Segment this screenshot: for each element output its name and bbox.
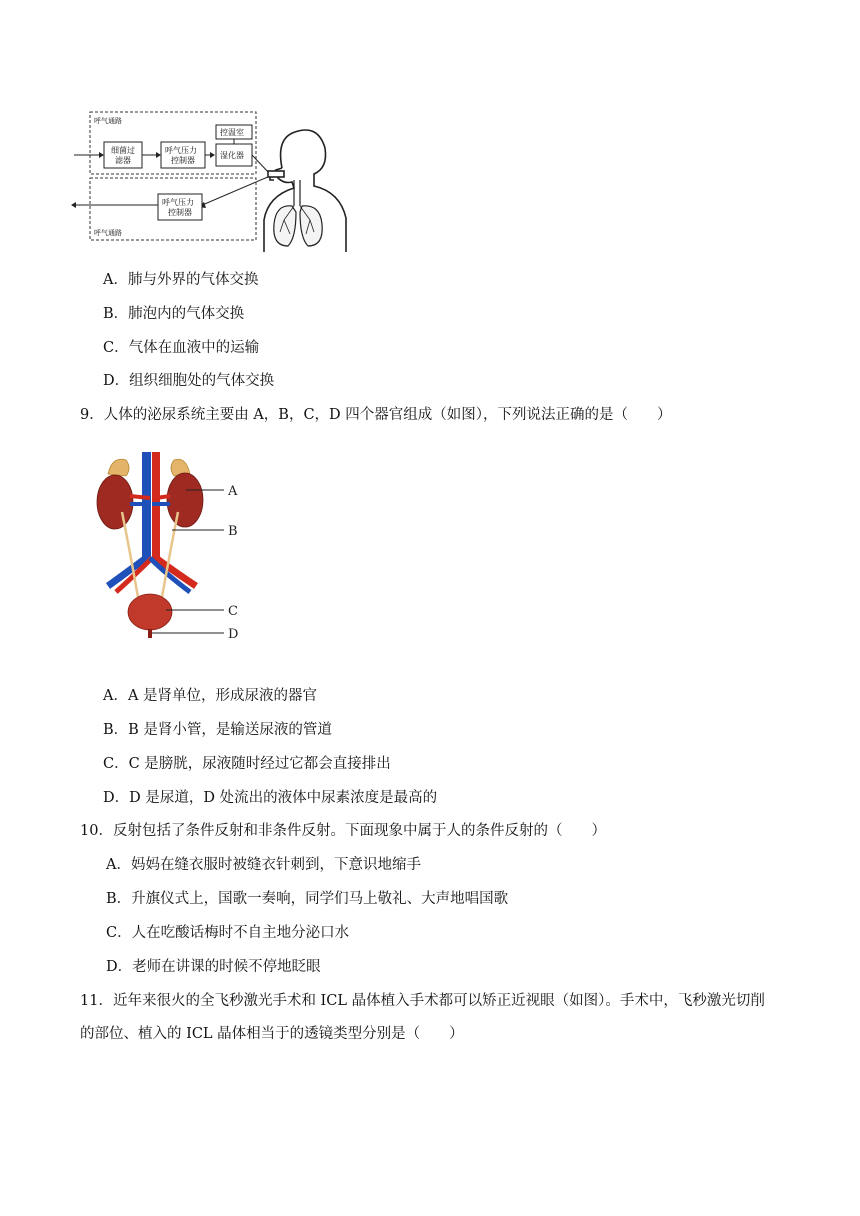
q9-option-a: A．A 是肾单位，形成尿液的器官 (103, 688, 318, 704)
q8-option-d: D．组织细胞处的气体交换 (103, 373, 275, 389)
label-c: C (228, 604, 238, 619)
filter-label-1: 细菌过 (111, 146, 135, 155)
filter-label-2: 滤器 (115, 156, 131, 165)
q10-stem: 10．反射包括了条件反射和非条件反射。下面现象中属于人的条件反射的（ ） (80, 823, 606, 839)
kidney-left (97, 475, 133, 529)
label-d: D (228, 627, 239, 642)
q9-option-d: D．D 是尿道，D 处流出的液体中尿素浓度是最高的 (103, 790, 438, 806)
q9-stem: 9．人体的泌尿系统主要由 A，B，C，D 四个器官组成（如图），下列说法正确的是（ ） (80, 407, 672, 423)
pressure-bottom-label-1: 呼气压力 (162, 198, 194, 207)
ventilator-diagram (70, 108, 360, 256)
q10-option-a: A．妈妈在缝衣服时被缝衣针刺到，下意识地缩手 (106, 857, 421, 873)
urinary-system-figure (90, 452, 250, 647)
q9-option-c: C．C 是膀胱，尿液随时经过它都会直接排出 (103, 756, 391, 772)
q10-option-c: C．人在吃酸话梅时不自主地分泌口水 (106, 925, 350, 941)
temp-chamber-label: 控温室 (220, 128, 244, 137)
label-b: B (228, 524, 238, 539)
top-path-label: 呼气通路 (94, 117, 122, 125)
q11-stem-line2: 的部位、植入的 ICL 晶体相当于的透镜类型分别是（ ） (80, 1026, 464, 1042)
human-torso-figure (264, 130, 346, 252)
kidney-right (167, 473, 203, 527)
q8-option-a: A．肺与外界的气体交换 (103, 272, 259, 288)
bottom-path-label: 呼气通路 (94, 229, 122, 237)
label-a: A (228, 484, 238, 499)
q11-stem-line1: 11．近年来很火的全飞秒激光手术和 ICL 晶体植入手术都可以矫正近视眼（如图）。手术中，飞秒激光切削 (80, 993, 765, 1009)
pressure-top-label-1: 呼气压力 (165, 146, 197, 155)
q10-option-b: B．升旗仪式上，国歌一奏响，同学们马上敬礼、大声地唱国歌 (106, 891, 509, 907)
pressure-bottom-label-2: 控制器 (168, 208, 192, 217)
q8-option-b: B．肺泡内的气体交换 (103, 306, 245, 322)
q9-option-b: B．B 是肾小管，是输送尿液的管道 (103, 722, 332, 738)
q10-option-d: D．老师在讲课的时候不停地眨眼 (106, 959, 321, 975)
humidifier-label: 湿化器 (220, 151, 244, 160)
bladder (128, 594, 172, 630)
q8-option-c: C．气体在血液中的运输 (103, 340, 260, 356)
pressure-top-label-2: 控制器 (171, 156, 195, 165)
